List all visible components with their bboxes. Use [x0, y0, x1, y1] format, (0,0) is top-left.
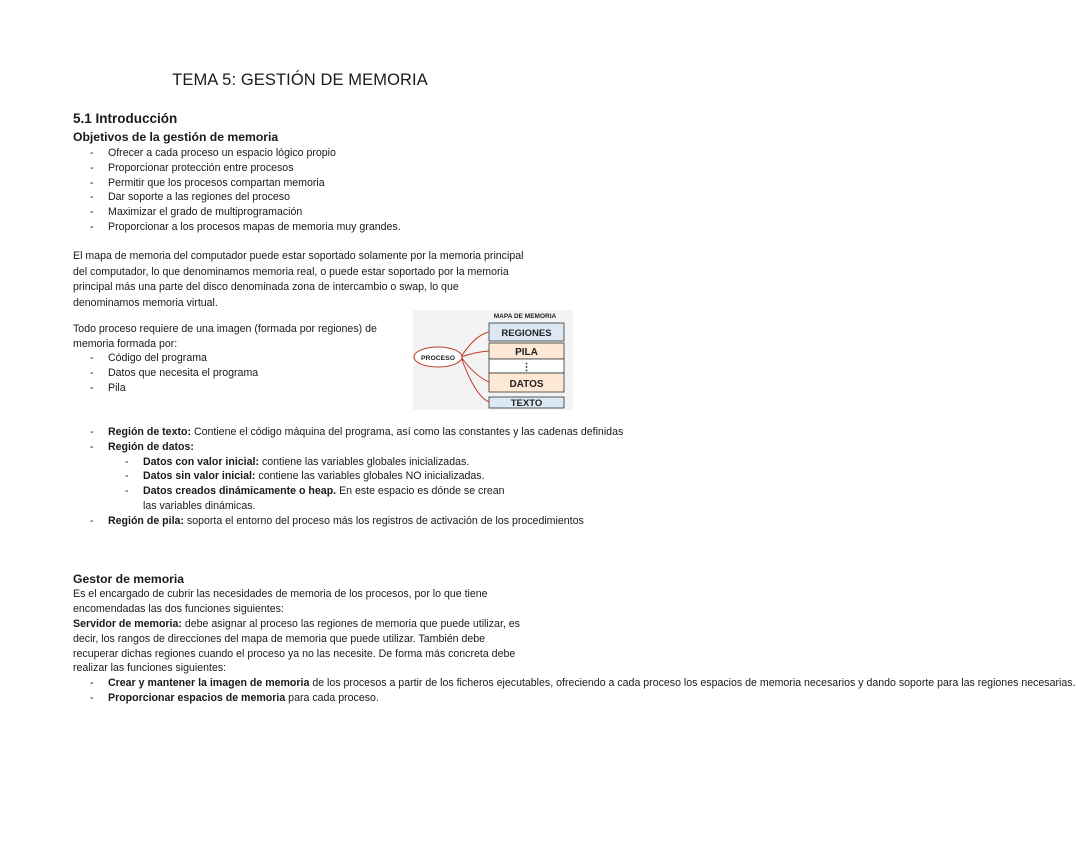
list-item: - Dar soporte a las regiones del proceso	[90, 191, 290, 204]
servidor-label: Servidor de memoria:	[73, 618, 182, 630]
list-item: - Pila	[90, 381, 126, 394]
region-gap-label: ⋮	[521, 362, 532, 373]
region-texto-label: TEXTO	[510, 398, 543, 409]
list-item: - Región de datos: - Datos con valor inicial: contiene las variables globales inicializadas. - Datos sin valor inicial: contiene las variables globales NO inicializadas. - Datos creados dinámicamente o heap. En este espacio es dónde se crean las variables dinámicas.	[90, 440, 520, 514]
servidor-text: debe asignar al proceso las regiones de memoria que puede utilizar, es decir, los rangos de direcciones del mapa de memoria que puede utilizar. También debe recuperar dichas regiones cuando el proceso ya no las necesite. De forma más concreta debe realizar las funciones siguientes:	[73, 618, 520, 675]
servidor-paragraph	[73, 617, 528, 676]
memory-map-paragraph: El mapa de memoria del computador puede estar soportado solamente por la memoria principal del computador, lo que denominamos memoria real, o puede estar soportado por la memoria principal más una parte del disco denominada zona de intercambio o swap, lo que denominamos memoria virtual.	[73, 250, 524, 309]
gestor-heading: Gestor de memoria	[73, 572, 185, 586]
image-list	[90, 351, 258, 395]
objectives-list	[90, 146, 401, 235]
image-paragraph-line2: memoria formada por:	[73, 338, 178, 350]
list-item: - Permitir que los procesos compartan memoria	[90, 176, 325, 189]
datos-sublist	[108, 455, 520, 514]
objectives-heading: Objetivos de la gestión de memoria	[73, 130, 279, 144]
memory-map-diagram	[413, 310, 573, 410]
regions-list	[90, 425, 624, 529]
process-label: PROCESO	[421, 355, 455, 362]
section-heading: 5.1 Introducción	[73, 111, 178, 126]
image-paragraph-line1: Todo proceso requiere de una imagen (formada por regiones) de	[73, 323, 377, 335]
functions-list	[90, 676, 1076, 706]
list-item: - Datos que necesita el programa	[90, 366, 259, 379]
region-datos-label: DATOS	[509, 379, 544, 390]
diagram-header: MAPA DE MEMORIA	[493, 313, 557, 320]
list-item: - Crear y mantener la imagen de memoria de los procesos a partir de los ficheros ejecutables, ofreciendo a cada proceso los espacios de memoria necesarios y dando soporte para las regiones necesarias.	[90, 677, 1076, 689]
list-item: - Datos sin valor inicial: contiene las variables globales NO inicializadas.	[125, 470, 485, 483]
list-item: - Proporcionar espacios de memoria para cada proceso.	[90, 691, 379, 704]
list-item: - Ofrecer a cada proceso un espacio lógico propio	[90, 147, 336, 159]
list-item: - Datos creados dinámicamente o heap. En este espacio es dónde se crean las variables dinámicas.	[125, 485, 505, 512]
list-item: - Código del programa	[90, 352, 207, 364]
list-item: - Datos con valor inicial: contiene las variables globales inicializadas.	[125, 455, 470, 468]
list-item: - Región de pila: soporta el entorno del proceso más los registros de activación de los procedimientos	[90, 514, 584, 527]
list-item: - Proporcionar a los procesos mapas de memoria muy grandes.	[90, 220, 401, 233]
list-item: - Maximizar el grado de multiprogramación	[90, 206, 303, 219]
gestor-intro: Es el encargado de cubrir las necesidades de memoria de los procesos, por lo que tiene encomendadas las dos funciones siguientes:	[73, 588, 488, 615]
region-pila-label: PILA	[515, 347, 538, 358]
list-item: - Proporcionar protección entre procesos	[90, 161, 294, 174]
page-title: TEMA 5: GESTIÓN DE MEMORIA	[172, 71, 428, 89]
region-regiones-label: REGIONES	[501, 328, 552, 339]
list-item: - Región de texto: Contiene el código máquina del programa, así como las constantes y las cadenas definidas	[90, 426, 624, 438]
